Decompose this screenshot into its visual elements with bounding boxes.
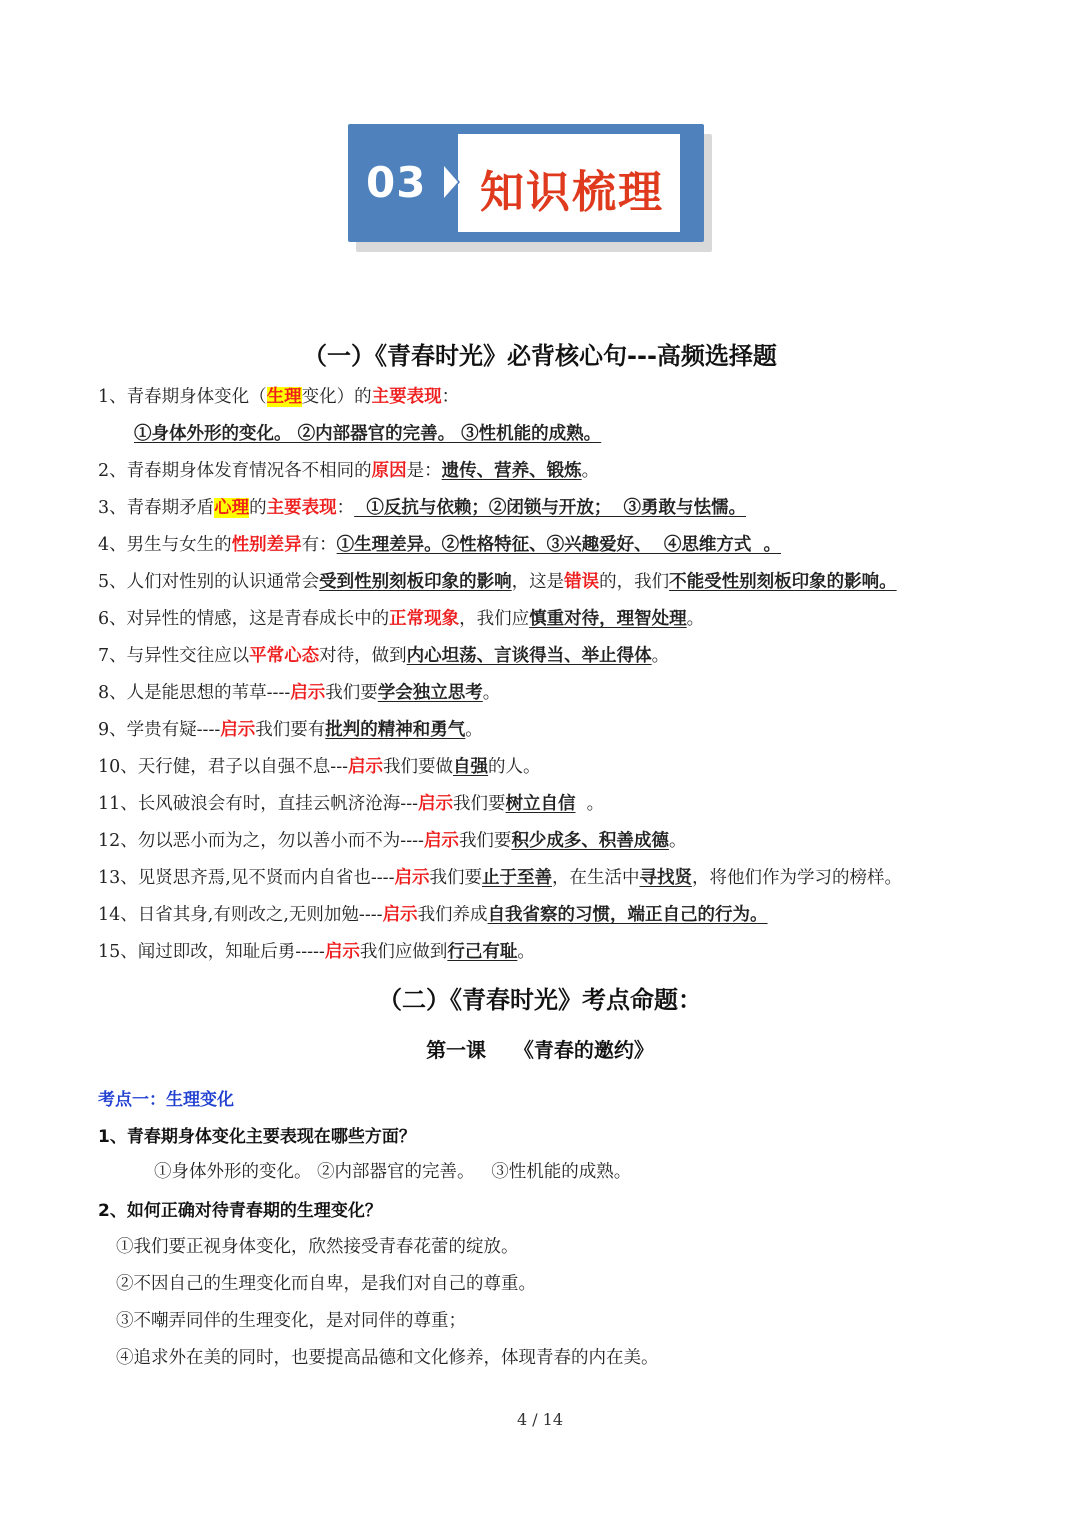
- list-item-1-sub: ①身体外形的变化。 ②内部器官的完善。 ③性机能的成熟。: [134, 424, 602, 444]
- list-item-15: 15、闻过即改，知耻后勇-----启示我们应做到行己有耻。: [98, 942, 535, 962]
- kaodian-heading: 考点一：生理变化: [98, 1090, 234, 1110]
- list-item-2: 2、青春期身体发育情况各不相同的原因是：遗传、营养、锻炼。: [98, 461, 600, 481]
- question-1: 1、青春期身体变化主要表现在哪些方面？: [98, 1127, 416, 1147]
- list-item-5: 5、人们对性别的认识通常会受到性别刻板印象的影响，这是错误的，我们不能受性别刻板印象的影响。: [98, 572, 897, 592]
- page-number: 4 / 14: [516, 1410, 564, 1429]
- list-item-8: 8、人是能思想的苇草----启示我们要学会独立思考。: [98, 683, 501, 703]
- banner-title: 知识梳理: [480, 167, 664, 218]
- list-item-7: 7、与异性交往应以平常心态对待，做到内心坦荡、言谈得当、举止得体。: [98, 646, 670, 666]
- list-item-11: 11、长风破浪会有时，直挂云帆济沧海---启示我们要树立自信 。: [98, 794, 605, 814]
- section2-title: （二）《青春时光》考点命题：: [378, 986, 702, 1014]
- banner-arrow-inner: [444, 166, 458, 198]
- list-item-14: 14、日省其身,有则改之,无则加勉----启示我们养成自我省察的习惯，端正自己的行为。: [98, 905, 768, 925]
- list-item-12: 12、勿以恶小而为之，勿以善小而不为----启示我们要积少成多、积善成德。: [98, 831, 687, 851]
- answer-2-line-2: ②不因自己的生理变化而自卑，是我们对自己的尊重。: [116, 1274, 536, 1294]
- list-item-10: 10、天行健，君子以自强不息---启示我们要做自强的人。: [98, 757, 541, 777]
- banner-number: 03: [366, 158, 427, 207]
- list-item-3: 3、青春期矛盾心理的主要表现： ①反抗与依赖；②闭锁与开放； ③勇敢与怯懦。: [98, 498, 747, 518]
- section-banner: [348, 124, 710, 248]
- lesson-title: 第一课 《青春的邀约》: [426, 1038, 654, 1062]
- list-item-1: 1、青春期身体变化（生理变化）的主要表现：: [98, 387, 460, 407]
- list-item-9: 9、学贵有疑----启示我们要有批判的精神和勇气。: [98, 720, 483, 740]
- section1-title: （一）《青春时光》必背核心句---高频选择题: [303, 342, 777, 370]
- answer-1: ①身体外形的变化。 ②内部器官的完善。 ③性机能的成熟。: [154, 1162, 632, 1182]
- list-item-6: 6、对异性的情感，这是青春成长中的正常现象，我们应慎重对待，理智处理。: [98, 609, 705, 629]
- answer-2-line-4: ④追求外在美的同时，也要提高品德和文化修养，体现青春的内在美。: [116, 1348, 659, 1368]
- answer-2-line-1: ①我们要正视身体变化，欣然接受青春花蕾的绽放。: [116, 1237, 519, 1257]
- question-2: 2、如何正确对待青春期的生理变化？: [98, 1201, 382, 1221]
- list-item-13: 13、见贤思齐焉,见不贤而内自省也----启示我们要止于至善，在生活中寻找贤，将他们作为学习的榜样。: [98, 868, 902, 888]
- answer-2-line-3: ③不嘲弄同伴的生理变化，是对同伴的尊重；: [116, 1311, 466, 1331]
- list-item-4: 4、男生与女生的性别差异有：①生理差异。②性格特征、③兴趣爱好、 ④思维方式 。: [98, 535, 782, 555]
